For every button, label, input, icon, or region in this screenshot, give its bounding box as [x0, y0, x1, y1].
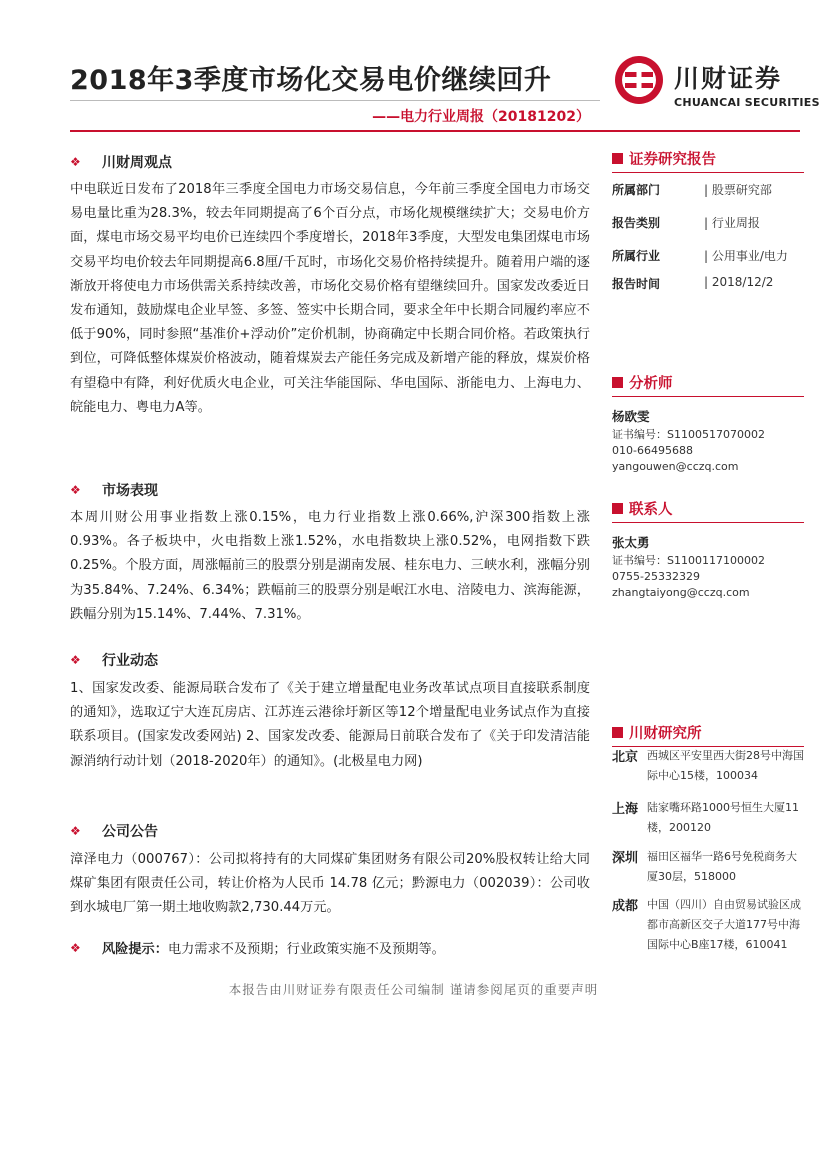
meta-row-date [612, 275, 773, 292]
office-city: 上海 [612, 802, 639, 817]
office-city: 深圳 [612, 851, 639, 866]
section-market-heading [70, 480, 158, 500]
risk-text: 电力需求不及预期；行业政策实施不及预期等。 [167, 942, 445, 957]
meta-key: 所属行业 [612, 249, 661, 263]
office-city: 成都 [612, 899, 639, 914]
office-address: 陆家嘴环路1000号恒生大厦11楼，200120 [647, 801, 799, 834]
institute-title: 川财研究所 [629, 726, 702, 742]
meta-value: | 行业周报 [704, 216, 760, 230]
contact-heading [612, 498, 804, 523]
analyst-title: 分析师 [629, 376, 673, 392]
section-industry-body: 1、国家发改委、能源局联合发布了《关于建立增量配电业务改革试点项目直接联系制度的通知》，选取辽宁大连瓦房店、江苏连云港徐圩新区等12个增量配电业务试点作为直接联系项目。(国家发改委网站) 2、国家发改委、能源局日前联合发布了《关于印发清洁能源消纳行动计划（2018-2020年）的通知》。(北极星电力网) [70, 681, 590, 769]
title-rule [70, 130, 800, 132]
square-bullet-icon [612, 727, 623, 738]
meta-key: 报告时间 [612, 277, 661, 291]
office-address: 中国（四川）自由贸易试验区成都市高新区交子大道177号中海国际中心B座17楼，610041 [647, 898, 801, 951]
diamond-bullet-icon: ❖ [70, 483, 81, 497]
section-view-title: 川财周观点 [102, 155, 172, 171]
meta-key: 报告类别 [612, 216, 661, 230]
section-view-heading [70, 152, 172, 172]
analyst-card [612, 409, 765, 475]
section-industry-heading [70, 650, 158, 670]
contact-phone: 0755-25332329 [612, 570, 700, 583]
contact-email[interactable]: zhangtaiyong@cczq.com [612, 586, 750, 599]
risk-label: 风险提示： [102, 942, 168, 957]
report-info-heading [612, 148, 804, 173]
analyst-email[interactable]: yangouwen@cczq.com [612, 460, 739, 473]
diamond-bullet-icon: ❖ [70, 155, 81, 169]
meta-value: | 2018/12/2 [704, 275, 774, 289]
analyst-cert: 证书编号：S1100517070002 [612, 428, 765, 441]
contact-name: 张太勇 [612, 535, 650, 550]
meta-value: | 股票研究部 [704, 183, 772, 197]
diamond-bullet-icon: ❖ [70, 940, 81, 955]
analyst-heading [612, 372, 804, 397]
logo-mark-icon [614, 55, 664, 105]
section-view-body: 中电联近日发布了2018年三季度全国电力市场交易信息，今年前三季度全国电力市场交易电量比重为28.3%，较去年同期提高了6个百分点，市场化规模继续扩大；交易电价方面，煤电市场交易平均电价已连续四个季度增长，2018年3季度，大型发电集团煤电市场交易平均电价较去年同期提高6.8厘/千瓦时，市场化交易价格持续提升。随着用户端的逐渐放开将使电力市场供需关系持续改善，市场化交易价格有望继续回升。国家发改委近日发布通知，鼓励煤电企业早签、多签、签实中长期合同，要求全年中长期合同履约率应不低于90%，同时参照“基准价+浮动价”定价机制，协商确定中长期合同价格。若政策执行到位，可降低整体煤炭价格波动，随着煤炭去产能任务完成及新增产能的释放，煤炭价格有望稳中有降，利好优质火电企业，可关注华能国际、华电国际、浙能电力、上海电力、皖能电力、粤电力A等。 [70, 182, 590, 415]
section-company-body: 漳泽电力（000767）：公司拟将持有的大同煤矿集团财务有限公司20%股权转让给大同煤矿集团有限责任公司，转让价格为人民币 14.78 亿元；黔源电力（002039）：公司收到水城电厂第一期土地收购款2,730.44万元。 [70, 852, 590, 916]
report-info-title: 证券研究报告 [629, 152, 716, 168]
diamond-bullet-icon: ❖ [70, 824, 81, 838]
office-shenzhen [612, 847, 804, 887]
contact-card [612, 535, 765, 601]
section-market-body: 本周川财公用事业指数上涨0.15%，电力行业指数上涨0.66%,沪深300指数上涨0.93%。各子板块中，火电指数上涨1.52%，水电指数块上涨0.52%，电网指数下跌0.25%。个股方面，周涨幅前三的股票分别是湖南发展、桂东电力、三峡水利，涨幅分别为35.84%、7.24%、6.34%；跌幅前三的股票分别是岷江水电、涪陵电力、滨海能源，跌幅分别为15.14%、7.44%、7.31%。 [70, 510, 590, 622]
office-address: 西城区平安里西大街28号中海国际中心15楼，100034 [647, 749, 804, 782]
company-logo [614, 55, 820, 115]
meta-row-industry [612, 247, 788, 264]
report-title: 2018年3季度市场化交易电价继续回升 [70, 65, 552, 96]
office-city: 北京 [612, 750, 639, 765]
report-subtitle: ——电力行业周报（20181202） [372, 109, 590, 125]
meta-row-department [612, 181, 772, 198]
analyst-phone: 010-66495688 [612, 444, 693, 457]
risk-warning [70, 938, 445, 957]
institute-heading [612, 722, 804, 747]
section-company-title: 公司公告 [102, 824, 158, 840]
office-chengdu [612, 895, 804, 955]
section-industry-title: 行业动态 [102, 653, 158, 669]
office-address: 福田区福华一路6号免税商务大厦30层，518000 [647, 850, 797, 883]
diamond-bullet-icon: ❖ [70, 653, 81, 667]
analyst-name: 杨欧雯 [612, 409, 650, 424]
office-beijing [612, 746, 804, 786]
logo-name-en: CHUANCAI SECURITIES [674, 96, 820, 109]
footer-disclaimer: 本报告由川财证券有限责任公司编制 谨请参阅尾页的重要声明 [228, 982, 599, 997]
contact-cert: 证书编号：S1100117100002 [612, 554, 765, 567]
logo-name-cn: 川财证券 [674, 64, 783, 93]
meta-row-category [612, 214, 760, 231]
section-company-heading [70, 821, 158, 841]
section-market-title: 市场表现 [102, 483, 158, 499]
square-bullet-icon [612, 153, 623, 164]
contact-title: 联系人 [629, 502, 673, 518]
office-shanghai [612, 798, 804, 838]
header-divider [70, 100, 600, 101]
meta-key: 所属部门 [612, 183, 661, 197]
square-bullet-icon [612, 377, 623, 388]
meta-value: | 公用事业/电力 [704, 249, 788, 263]
square-bullet-icon [612, 503, 623, 514]
